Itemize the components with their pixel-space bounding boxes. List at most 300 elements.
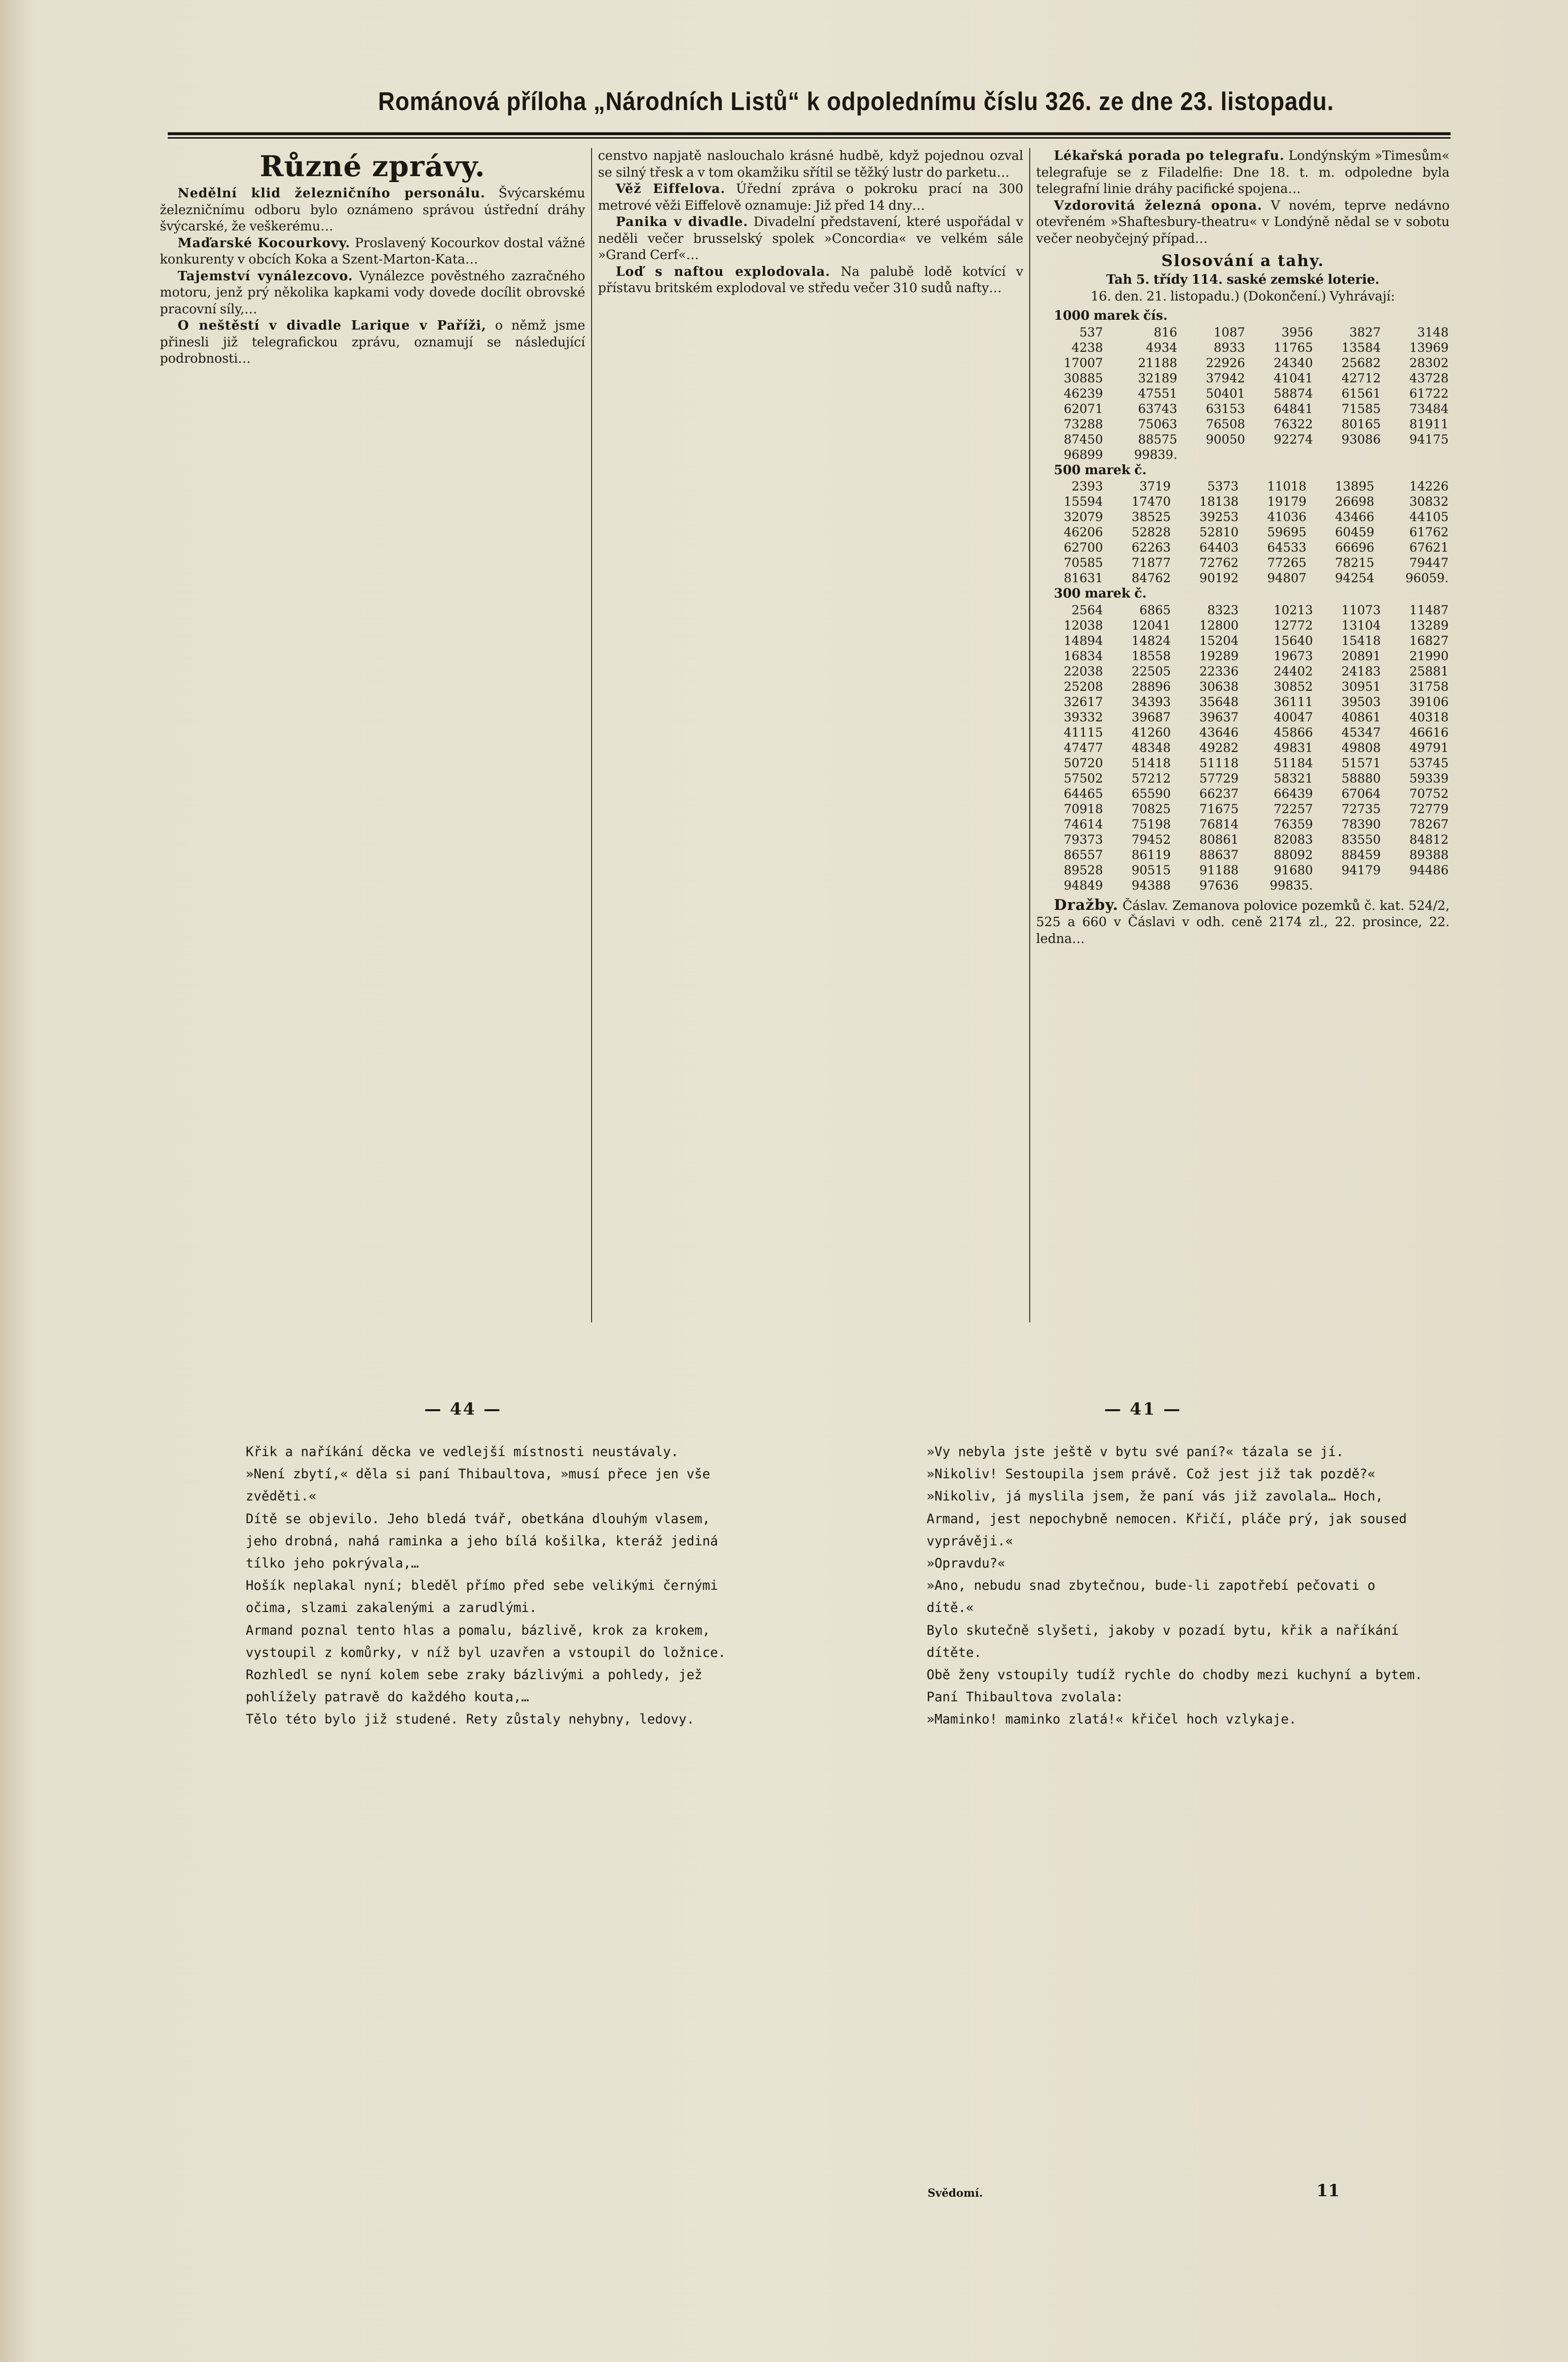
lottery-number [1382, 878, 1450, 893]
news-item-title: Tajemství vynálezcovo. [178, 268, 353, 284]
lottery-number: 15640 [1273, 633, 1313, 648]
lottery-number: 40318 [1409, 710, 1449, 724]
news-item-title: Lékařská porada po telegrafu. [1054, 149, 1285, 163]
lottery-number: 22926 [1206, 355, 1245, 370]
lottery-number: 2564 [1071, 602, 1103, 617]
story-paragraph: »Nikoliv, já myslila jsem, že paní vás již zavolala… Hoch, Armand, jest nepochybně nemocen. Křičí, pláče prý, jak soused vyprávěji.« [927, 1489, 1407, 1549]
lottery-number: 70752 [1409, 786, 1449, 801]
lottery-number: 28302 [1409, 355, 1449, 370]
lottery-number: 53745 [1409, 755, 1449, 770]
lottery-number: 58874 [1273, 386, 1313, 401]
lottery-number: 43466 [1335, 510, 1375, 524]
folio-right: — 41 — [1104, 1399, 1182, 1419]
lottery-number: 76814 [1199, 817, 1239, 831]
lottery-number: 47477 [1063, 740, 1103, 755]
lottery-number: 50401 [1206, 386, 1245, 401]
story-page-left [211, 1441, 729, 2211]
lottery-subheading: Tah 5. třídy 114. saské zemské loterie. [1106, 272, 1380, 287]
number-row [1036, 771, 1450, 786]
lottery-number: 88637 [1199, 847, 1239, 862]
lottery-number: 34393 [1131, 694, 1171, 709]
lottery-number: 58321 [1273, 771, 1313, 786]
lottery-number: 13289 [1409, 618, 1449, 633]
lottery-number: 6865 [1139, 602, 1171, 617]
number-row [1036, 494, 1450, 509]
lottery-number: 71675 [1199, 801, 1239, 816]
lottery-number: 1087 [1213, 325, 1245, 339]
lottery-number: 30638 [1199, 679, 1239, 694]
lottery-number: 24340 [1273, 355, 1313, 370]
lottery-number: 94486 [1409, 862, 1449, 877]
lottery-number: 65590 [1131, 786, 1171, 801]
lottery-number: 78390 [1341, 817, 1381, 831]
lottery-number: 59339 [1409, 771, 1449, 786]
lottery-number: 79373 [1063, 832, 1103, 847]
header-rule-bottom [168, 137, 1451, 139]
lottery-number: 47551 [1138, 386, 1178, 401]
lottery-number: 75063 [1138, 416, 1178, 431]
lottery-number: 51184 [1273, 755, 1313, 770]
lottery-number: 78215 [1335, 556, 1375, 570]
lottery-number: 40861 [1341, 710, 1381, 724]
lottery-number: 91188 [1199, 862, 1239, 877]
story-paragraph: Rozhledl se nyní kolem sebe zraky bázlivými a pohledy, jež pohlížely patravě do každého kouta,… [246, 1667, 703, 1705]
lottery-number: 41260 [1131, 725, 1171, 740]
lottery-number: 59695 [1267, 525, 1307, 539]
lottery-number: 39637 [1199, 710, 1239, 724]
lottery-number: 96059. [1405, 571, 1449, 585]
lottery-number: 41115 [1063, 725, 1103, 740]
lottery-number: 61561 [1341, 386, 1381, 401]
lottery-number: 19179 [1267, 494, 1307, 509]
lottery-number: 13104 [1341, 618, 1381, 633]
lottery-number: 49791 [1409, 740, 1449, 755]
lottery-number: 43728 [1409, 371, 1449, 385]
lottery-number: 3719 [1139, 479, 1171, 493]
lottery-number: 25208 [1063, 679, 1103, 694]
lottery-number: 3956 [1281, 325, 1313, 339]
news-column-2 [598, 148, 1023, 1322]
lottery-number: 90192 [1199, 571, 1239, 585]
number-row [1036, 664, 1450, 679]
lottery-number: 3827 [1349, 325, 1381, 339]
lottery-number: 57729 [1199, 771, 1239, 786]
lottery-number: 40047 [1273, 710, 1313, 724]
number-row [1036, 371, 1450, 386]
lottery-number: 64465 [1063, 786, 1103, 801]
lottery-number: 8933 [1213, 340, 1245, 355]
lottery-number: 32189 [1138, 371, 1178, 385]
lottery-number: 46206 [1063, 525, 1103, 539]
number-row [1036, 633, 1450, 648]
lottery-number: 76322 [1273, 416, 1313, 431]
section-heading: Různé zprávy. [260, 150, 485, 183]
lottery-number: 97636 [1199, 878, 1239, 893]
number-row [1036, 817, 1450, 832]
number-row [1036, 509, 1450, 525]
lottery-number: 46616 [1409, 725, 1449, 740]
lottery-number: 94179 [1341, 862, 1381, 877]
lottery-number: 72779 [1409, 801, 1449, 816]
lottery-number: 2393 [1071, 479, 1103, 493]
news-item-title: Věž Eiffelova. [616, 182, 726, 196]
lottery-number: 76508 [1206, 416, 1245, 431]
lottery-number: 94849 [1063, 878, 1103, 893]
story-paragraph: Obě ženy vstoupily tudíž rychle do chodby mezi kuchyní a bytem. [927, 1667, 1423, 1683]
lottery-number: 30951 [1341, 679, 1381, 694]
lottery-number: 88575 [1138, 432, 1178, 447]
lottery-heading: Slosování a tahy. [1161, 251, 1325, 270]
lottery-number: 70585 [1063, 556, 1103, 570]
lottery-number: 86557 [1063, 847, 1103, 862]
lottery-number: 63743 [1138, 401, 1178, 416]
lottery-number [1314, 447, 1381, 462]
lottery-number: 99839. [1134, 447, 1178, 462]
header-rule-top [168, 132, 1451, 135]
lottery-number: 31758 [1409, 679, 1449, 694]
news-item-text: Divadelní představení, které uspořádal v neděli večer brusselský spolek »Concordia« ve velkém sále »Grand Cerf«… [598, 215, 1023, 262]
lottery-number: 90050 [1206, 432, 1245, 447]
story-paragraph: »Ano, nebudu snad zbytečnou, bude-li zapotřebí pečovati o dítě.« [927, 1578, 1376, 1616]
story-paragraph: »Vy nebyla jste ještě v bytu své paní?« tázala se jí. [927, 1444, 1344, 1460]
lottery-number-table [1036, 602, 1450, 893]
lottery-number: 11073 [1341, 602, 1381, 617]
story-paragraph: »Maminko! maminko zlatá!« křičel hoch vzlykaje. [927, 1712, 1297, 1727]
lottery-number: 81631 [1063, 571, 1103, 585]
lottery-number: 70918 [1063, 801, 1103, 816]
lottery-number: 8323 [1207, 602, 1239, 617]
lottery-number: 76359 [1273, 817, 1313, 831]
lottery-number: 41036 [1267, 510, 1307, 524]
lottery-number: 49808 [1341, 740, 1381, 755]
lottery-number: 22038 [1063, 664, 1103, 678]
lottery-number: 42712 [1341, 371, 1381, 385]
lottery-number: 15418 [1341, 633, 1381, 648]
lottery-number: 57502 [1063, 771, 1103, 786]
lottery-number: 72762 [1199, 556, 1239, 570]
lottery-number: 12038 [1063, 618, 1103, 633]
number-row [1036, 570, 1450, 586]
lottery-number: 62263 [1131, 540, 1171, 555]
lottery-number: 20891 [1341, 648, 1381, 663]
lottery-number: 74614 [1063, 817, 1103, 831]
number-row [1036, 740, 1450, 755]
lottery-number: 16827 [1409, 633, 1449, 648]
lottery-number: 58880 [1341, 771, 1381, 786]
lottery-tiers [1036, 308, 1450, 893]
news-item-text: V novém, teprve nedávno otevřeném »Shaftesbury-theatru« v Londýně nědal se v sobotu večer neobyčejný případ… [1036, 198, 1450, 246]
lottery-number: 816 [1154, 325, 1178, 339]
lottery-number: 13969 [1409, 340, 1449, 355]
number-row [1036, 847, 1450, 862]
number-row [1036, 648, 1450, 664]
number-row [1036, 355, 1450, 371]
lottery-number: 12800 [1199, 618, 1239, 633]
lottery-number: 88459 [1341, 847, 1381, 862]
news-item-title: Loď s naftou explodovala. [616, 264, 830, 279]
page-header-title: Románová příloha „Národních Listů“ k odpolednímu číslu 326. ze dne 23. listopadu. [378, 87, 1334, 116]
lottery-number: 79447 [1409, 556, 1449, 570]
news-item-text: o němž jsme přinesli již telegrafickou zprávu, oznamují se následující podrobnosti… [160, 318, 585, 366]
lottery-number: 28896 [1131, 679, 1171, 694]
lottery-number: 11487 [1409, 602, 1449, 617]
lottery-number: 94388 [1131, 878, 1171, 893]
lottery-number: 66237 [1199, 786, 1239, 801]
lottery-number: 87450 [1063, 432, 1103, 447]
lottery-number: 62071 [1063, 401, 1103, 416]
number-row [1036, 401, 1450, 416]
lottery-number: 10213 [1273, 602, 1313, 617]
lottery-number: 5373 [1207, 479, 1239, 493]
lottery-number: 48348 [1131, 740, 1171, 755]
story-paragraph: »Nikoliv! Sestoupila jsem právě. Což jest již tak pozdě?« [927, 1466, 1376, 1482]
lottery-number: 77265 [1267, 556, 1307, 570]
story-paragraph: Bylo skutečně slyšeti, jakoby v pozadí bytu, křik a naříkání dítěte. [927, 1622, 1399, 1660]
lottery-number: 64403 [1199, 540, 1239, 555]
lottery-number: 67064 [1341, 786, 1381, 801]
lottery-number: 78267 [1409, 817, 1449, 831]
number-row [1036, 325, 1450, 340]
news-item-text: Na palubě lodě kotvící v přístavu britském explodoval ve středu večer 310 sudů nafty… [598, 264, 1023, 296]
lottery-number: 13584 [1341, 340, 1381, 355]
auctions-text: Čáslav. Zemanova polovice pozemků č. kat. 524/2, 525 a 660 v Čáslavi v odh. ceně 2174 zl., 22. prosince, 22. ledna… [1036, 898, 1450, 946]
number-row [1036, 878, 1450, 893]
lottery-number [1246, 447, 1314, 462]
number-row [1036, 447, 1450, 462]
number-row [1036, 725, 1450, 740]
lottery-number: 13895 [1335, 479, 1375, 493]
lottery-number: 88092 [1273, 847, 1313, 862]
lottery-number: 4934 [1146, 340, 1178, 355]
lottery-number: 93086 [1341, 432, 1381, 447]
lottery-number: 19673 [1273, 648, 1313, 663]
lottery-number: 35648 [1199, 694, 1239, 709]
signature-mark: Svědomí. [928, 2187, 983, 2200]
lottery-number: 14226 [1409, 479, 1449, 493]
story-paragraph: Dítě se objevilo. Jeho bledá tvář, obetkána dlouhým vlasem, jeho drobná, nahá raminka a jeho bílá košilka, kteráž jediná tílko jeho pokrývala,… [246, 1511, 718, 1572]
lottery-number: 99835. [1269, 878, 1313, 893]
lottery-number: 51118 [1199, 755, 1239, 770]
number-row [1036, 755, 1450, 771]
lottery-number: 64533 [1267, 540, 1307, 555]
lottery-number: 73484 [1409, 401, 1449, 416]
lottery-number: 21990 [1409, 648, 1449, 663]
lottery-number: 90515 [1131, 862, 1171, 877]
lottery-number: 16834 [1063, 648, 1103, 663]
lottery-number: 18558 [1131, 648, 1171, 663]
number-row [1036, 801, 1450, 817]
lottery-number: 61762 [1409, 525, 1449, 539]
story-paragraph: Křik a naříkání děcka ve vedlejší místnosti neustávaly. [246, 1444, 679, 1460]
story-paragraph: »Není zbytí,« děla si paní Thibaultova, »musí přece jen vše zvěděti.« [246, 1466, 710, 1504]
lottery-number: 39503 [1341, 694, 1381, 709]
column-divider [1029, 148, 1030, 1322]
lottery-number: 11018 [1267, 479, 1307, 493]
lottery-number: 11765 [1273, 340, 1313, 355]
lottery-number: 94254 [1335, 571, 1375, 585]
lottery-number: 14894 [1063, 633, 1103, 648]
lottery-number-table [1036, 479, 1450, 586]
column-divider [591, 148, 592, 1322]
lottery-number: 72735 [1341, 801, 1381, 816]
number-row [1036, 618, 1450, 633]
lottery-number: 49282 [1199, 740, 1239, 755]
lottery-number: 39332 [1063, 710, 1103, 724]
lottery-number: 89388 [1409, 847, 1449, 862]
news-item-title: O neštěstí v divadle Larique v Paříži, [178, 318, 486, 333]
number-row [1036, 479, 1450, 494]
lottery-number: 73288 [1063, 416, 1103, 431]
lottery-number: 12041 [1131, 618, 1171, 633]
lottery-number: 17470 [1131, 494, 1171, 509]
number-row [1036, 694, 1450, 710]
number-row [1036, 386, 1450, 401]
lottery-number [1314, 878, 1381, 893]
lottery-number: 38525 [1131, 510, 1171, 524]
lottery-number: 64841 [1273, 401, 1313, 416]
news-item-text: Londýnským »Timesům« telegrafuje se z Filadelfie: Dne 18. t. m. odpoledne byla telegrafní linie dráhy pacifické spojena… [1036, 149, 1450, 196]
lottery-number: 51571 [1341, 755, 1381, 770]
lottery-number: 30832 [1409, 494, 1449, 509]
lottery-number: 83550 [1341, 832, 1381, 847]
number-row [1036, 862, 1450, 878]
lottery-number: 67621 [1409, 540, 1449, 555]
lottery-tier [1036, 462, 1450, 586]
lottery-number: 80165 [1341, 416, 1381, 431]
news-item-title: Maďarské Kocourkovy. [178, 235, 351, 251]
lottery-number: 86119 [1131, 847, 1171, 862]
lottery-number: 70825 [1131, 801, 1171, 816]
lottery-number: 39106 [1409, 694, 1449, 709]
lottery-number: 18138 [1199, 494, 1239, 509]
lottery-number: 537 [1079, 325, 1103, 339]
lottery-number: 37942 [1206, 371, 1245, 385]
lottery-number: 89528 [1063, 862, 1103, 877]
number-row [1036, 679, 1450, 694]
lottery-number: 43646 [1199, 725, 1239, 740]
news-item-text: censtvo napjatě naslouchalo krásné hudbě, když pojednou ozval se silný třesk a v tom okamžiku sřítil se těžký lustr do parketu… [598, 149, 1023, 180]
lottery-number: 30885 [1063, 371, 1103, 385]
news-item-title: Vzdorovitá železná opona. [1054, 198, 1263, 213]
number-row [1036, 340, 1450, 355]
lottery-number: 57212 [1131, 771, 1171, 786]
number-row [1036, 525, 1450, 540]
lottery-number: 60459 [1335, 525, 1375, 539]
lottery-number: 72257 [1273, 801, 1313, 816]
number-row [1036, 416, 1450, 432]
lottery-number: 80861 [1199, 832, 1239, 847]
lottery-number: 41041 [1273, 371, 1313, 385]
lottery-number: 82083 [1273, 832, 1313, 847]
number-row [1036, 432, 1450, 447]
lottery-number: 84812 [1409, 832, 1449, 847]
lottery-number: 45347 [1341, 725, 1381, 740]
tier-label: 500 marek č. [1054, 462, 1147, 478]
story-paragraph: Paní Thibaultova zvolala: [927, 1689, 1123, 1705]
number-row [1036, 710, 1450, 725]
news-item-text: Vynálezce pověstného zazračného motoru, jenž prý několika kapkami vody dovede docílit obrovské pracovní síly,… [160, 268, 585, 317]
lottery-number: 51418 [1131, 755, 1171, 770]
lottery-number: 66696 [1335, 540, 1375, 555]
page-number: 11 [1316, 2181, 1340, 2201]
number-row [1036, 602, 1450, 618]
lottery-number: 45866 [1273, 725, 1313, 740]
lottery-number: 96899 [1063, 447, 1103, 462]
lottery-number: 46239 [1063, 386, 1103, 401]
lottery-number: 25682 [1341, 355, 1381, 370]
number-row [1036, 786, 1450, 801]
lottery-number: 94175 [1409, 432, 1449, 447]
lottery-number: 75198 [1131, 817, 1171, 831]
story-page-right [892, 1441, 1425, 2211]
news-column-1 [160, 148, 585, 1322]
tier-label: 1000 marek čís. [1054, 308, 1168, 323]
lottery-number: 94807 [1267, 571, 1307, 585]
lottery-number: 32617 [1063, 694, 1103, 709]
lottery-number: 3148 [1417, 325, 1449, 339]
lottery-number: 81911 [1409, 416, 1449, 431]
news-item-text: Proslavený Kocourkov dostal vážné konkurenty v obcích Koka a Szent-Marton-Kata… [160, 235, 585, 267]
lottery-number: 71877 [1131, 556, 1171, 570]
lottery-number: 24183 [1341, 664, 1381, 678]
number-row [1036, 540, 1450, 555]
lottery-number: 14824 [1131, 633, 1171, 648]
news-item-text: Švýcarskému železničnímu odboru bylo oznámeno správou ústřední dráhy švýcarské, že veškerému… [160, 186, 585, 234]
lottery-number: 26698 [1335, 494, 1375, 509]
lottery-number: 63153 [1206, 401, 1245, 416]
lottery-number: 19289 [1199, 648, 1239, 663]
lottery-tier [1036, 308, 1450, 462]
lottery-number: 39253 [1199, 510, 1239, 524]
news-item-title: Panika v divadle. [616, 215, 748, 229]
lottery-number: 22336 [1199, 664, 1239, 678]
lottery-number: 52810 [1199, 525, 1239, 539]
lottery-number: 91680 [1273, 862, 1313, 877]
lottery-number: 61722 [1409, 386, 1449, 401]
lottery-number: 17007 [1063, 355, 1103, 370]
story-paragraph: Hošík neplakal nyní; bleděl přímo před sebe velikými černými očima, slzami zakalenými a zarudlými. [246, 1578, 718, 1616]
lottery-tier [1036, 586, 1450, 893]
lottery-number [1382, 447, 1450, 462]
lottery-date: 16. den. 21. listopadu.) (Dokončení.) Vyhrávají: [1090, 289, 1395, 304]
number-row [1036, 555, 1450, 570]
tier-label: 300 marek č. [1054, 586, 1147, 601]
lottery-number: 22505 [1131, 664, 1171, 678]
lottery-number: 36111 [1273, 694, 1313, 709]
lottery-number-table [1036, 325, 1450, 462]
lottery-number: 25881 [1409, 664, 1449, 678]
lottery-number: 92274 [1273, 432, 1313, 447]
lottery-number: 52828 [1131, 525, 1171, 539]
lottery-number: 44105 [1409, 510, 1449, 524]
lottery-number: 50720 [1063, 755, 1103, 770]
lottery-number: 62700 [1063, 540, 1103, 555]
news-item-text: Úřední zpráva o pokroku prací na 300 metrové věži Eiffelově oznamuje: Již před 14 dny… [598, 182, 1023, 213]
lottery-number: 84762 [1131, 571, 1171, 585]
story-paragraph: »Opravdu?« [927, 1556, 1006, 1572]
lottery-number: 66439 [1273, 786, 1313, 801]
lottery-number: 15594 [1063, 494, 1103, 509]
story-paragraph: Armand poznal tento hlas a pomalu, bázlivě, krok za krokem, vystoupil z komůrky, v níž byl uzavřen a vstoupil do ložnice. [246, 1622, 726, 1660]
lottery-number: 39687 [1131, 710, 1171, 724]
news-item-title: Nedělní klid železničního personálu. [178, 186, 485, 201]
lottery-number: 4238 [1071, 340, 1103, 355]
news-column-3 [1036, 148, 1450, 1322]
lottery-number: 79452 [1131, 832, 1171, 847]
lottery-number: 71585 [1341, 401, 1381, 416]
lottery-number: 30852 [1273, 679, 1313, 694]
story-paragraph: Tělo této bylo již studené. Rety zůstaly nehybny, ledovy. [246, 1712, 695, 1727]
